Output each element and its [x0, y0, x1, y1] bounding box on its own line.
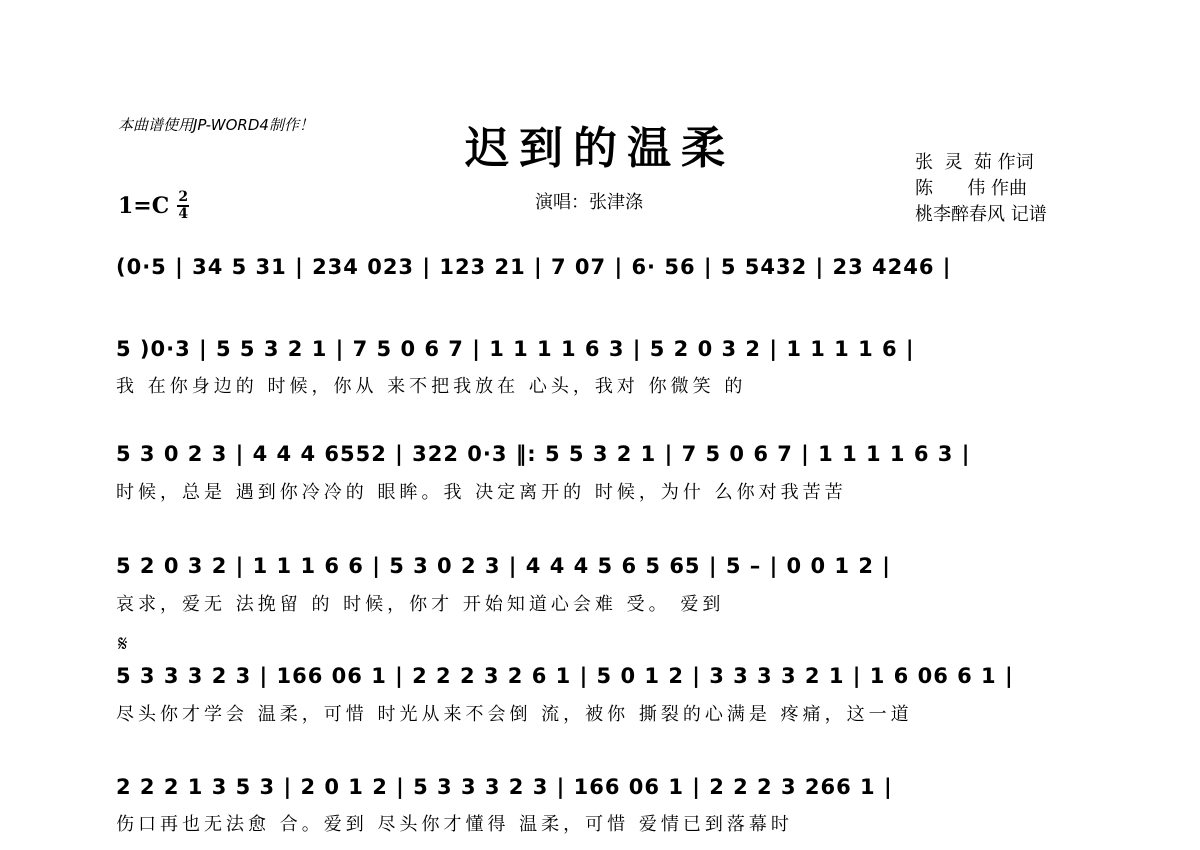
composer-credit: 陈 伟 作曲 — [915, 178, 1028, 199]
notation-line-6: 2 2 2 1 3 5 3 | 2 0 1 2 | 5 3 3 3 2 3 | 166 06 1 | 2 2 2 3 266 1 | — [116, 775, 893, 799]
lyricist-credit: 张 灵 茹 作词 — [915, 152, 1034, 173]
notation-line-1: (0·5 | 34 5 31 | 234 023 | 123 21 | 7 07 | 6· 56 | 5 5432 | 23 4246 | — [116, 255, 952, 279]
song-title: 迟到的温柔 — [465, 123, 735, 174]
key-label: 1=C — [118, 193, 170, 219]
time-sig-bottom: 4 — [178, 206, 189, 222]
lyrics-line-3: 时候，总是 遇到你冷冷的 眼眸。我 决定离开的 时候，为什 么你对我苦苦 — [116, 482, 847, 503]
notation-line-3: 5 3 0 2 3 | 4 4 4 6552 | 322 0·3 ‖: 5 5 3 2 1 | 7 5 0 6 7 | 1 1 1 1 6 3 | — [116, 442, 971, 466]
credits-block — [915, 150, 1047, 228]
lyrics-line-4: 哀求，爱无 法挽留 的 时候，你才 开始知道心会难 受。 爱到 — [116, 594, 725, 615]
transcriber-credit: 桃李醉春风 记谱 — [915, 204, 1047, 225]
singer-credit: 演唱：张津涤 — [535, 192, 643, 213]
lyrics-line-2: 我 在你身边的 时候，你从 来不把我放在 心头，我对 你微笑 的 — [116, 376, 747, 397]
segno-sign: 𝄋 — [118, 632, 128, 657]
notation-line-5: 5 3 3 3 2 3 | 166 06 1 | 2 2 2 3 2 6 1 | 5 0 1 2 | 3 3 3 3 2 1 | 1 6 06 6 1 | — [116, 664, 1014, 688]
time-sig-top: 2 — [178, 189, 189, 205]
notation-line-4: 5 2 0 3 2 | 1 1 1 6 6 | 5 3 0 2 3 | 4 4 4 5 6 5 65 | 5 – | 0 0 1 2 | — [116, 554, 891, 578]
lyrics-line-6: 伤口再也无法愈 合。爱到 尽头你才懂得 温柔，可惜 爱情已到落幕时 — [116, 814, 793, 835]
key-signature — [118, 190, 189, 222]
notation-line-2: 5 )0·3 | 5 5 3 2 1 | 7 5 0 6 7 | 1 1 1 1 6 3 | 5 2 0 3 2 | 1 1 1 1 6 | — [116, 337, 915, 361]
lyrics-line-5: 尽头你才学会 温柔，可惜 时光从来不会倒 流，被你 撕裂的心满是 疼痛，这一道 — [116, 704, 913, 725]
time-signature — [177, 190, 189, 222]
credit-note: 本曲谱使用JP-WORD4制作！ — [118, 116, 314, 134]
